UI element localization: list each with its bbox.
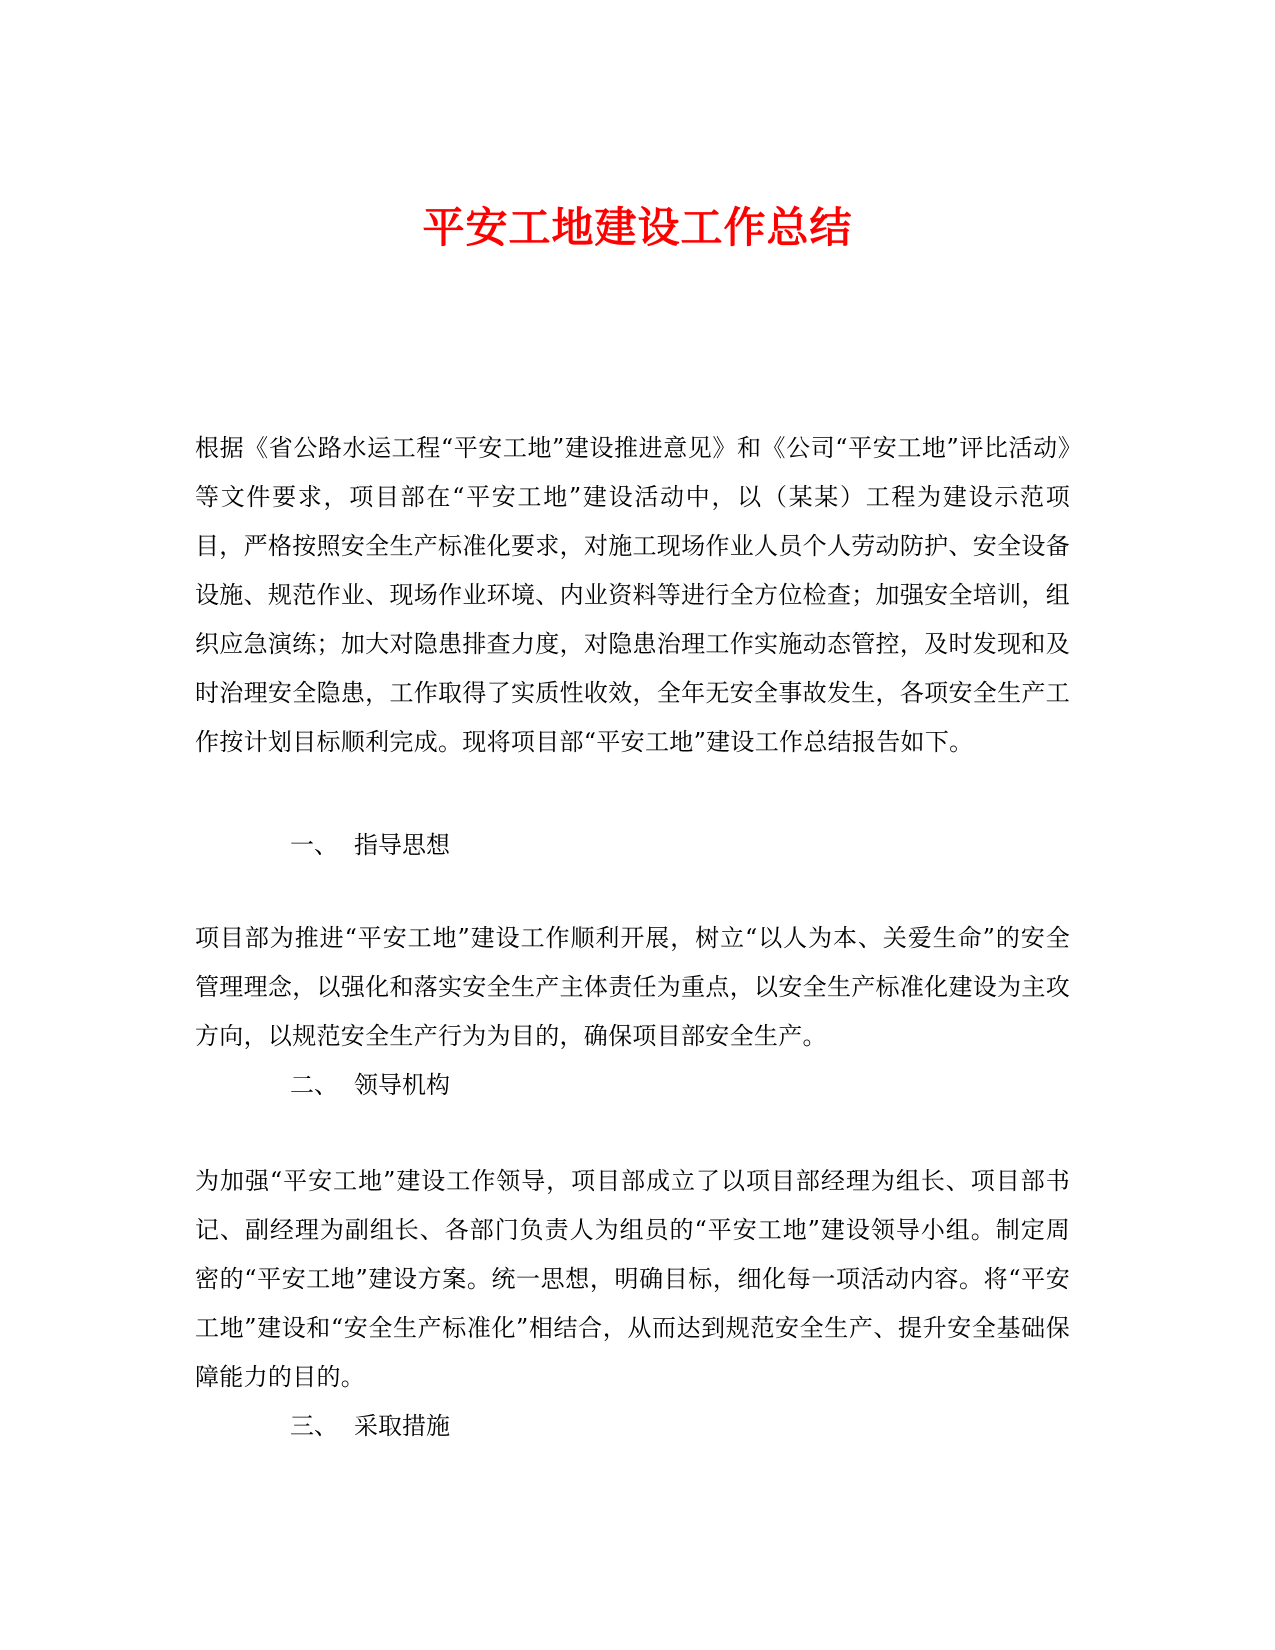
section-1-title: 指导思想 [354,831,450,859]
section-1-heading [290,821,450,870]
section-2-title: 领导机构 [354,1071,450,1099]
document-title: 平安工地建设工作总结 [422,203,853,253]
section-2-body: 为加强“平安工地”建设工作领导，项目部成立了以项目部经理为组长、项目部书记、副经理为副组长、各部门负责人为组员的“平安工地”建设领导小组。制定周密的“平安工地”建设方案。统一思想，明确目标，细化每一项活动内容。将“平安工地”建设和“安全生产标准化”相结合，从而达到规范安全生产、提升安全基础保障能力的目的。 [195,1167,1070,1391]
intro-paragraph: 根据《省公路水运工程“平安工地”建设推进意见》和《公司“平安工地”评比活动》等文件要求，项目部在“平安工地”建设活动中，以（某某）工程为建设示范项目，严格按照安全生产标准化要求，对施工现场作业人员个人劳动防护、安全设备设施、规范作业、现场作业环境、内业资料等进行全方位检查；加强安全培训，组织应急演练；加大对隐患排查力度，对隐患治理工作实施动态管控，及时发现和及时治理安全隐患，工作取得了实质性收效，全年无安全事故发生，各项安全生产工作按计划目标顺利完成。现将项目部“平安工地”建设工作总结报告如下。 [195,434,1070,756]
section-2-heading [290,1061,450,1110]
section-3-heading [290,1402,450,1451]
section-3-number: 三、 [290,1412,338,1440]
section-2-number: 二、 [290,1071,338,1099]
section-1-body: 项目部为推进“平安工地”建设工作顺利开展，树立“以人为本、关爱生命”的安全管理理念，以强化和落实安全生产主体责任为重点，以安全生产标准化建设为主攻方向，以规范安全生产行为为目的，确保项目部安全生产。 [195,924,1070,1050]
section-3-title: 采取措施 [354,1412,450,1440]
section-1-number: 一、 [290,831,338,859]
